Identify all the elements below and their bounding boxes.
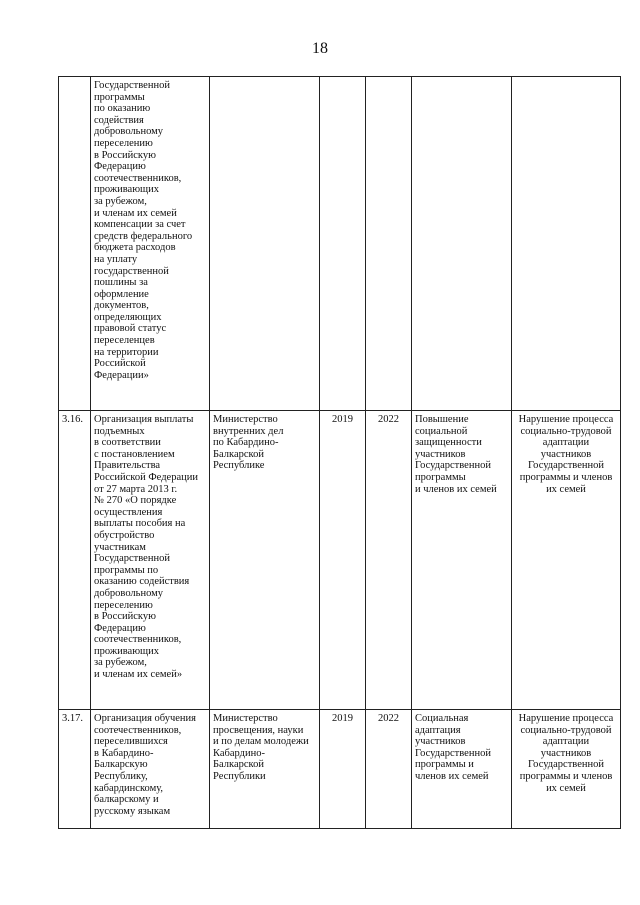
cell-line: социально-трудовой	[520, 724, 612, 736]
cell-line: по Кабардино-	[213, 437, 279, 449]
executor-cell	[210, 710, 320, 829]
cell-line: Государственной	[415, 747, 491, 759]
cell-line: в Российскую	[94, 611, 156, 623]
end-year-cell: 2022	[366, 710, 412, 829]
cell-line: проживающих	[94, 184, 160, 196]
cell-line: средств федерального	[94, 230, 193, 242]
cell-line: определяющих	[94, 311, 162, 323]
cell-line: переселению	[94, 599, 153, 611]
cell-line: соотечественников,	[94, 634, 182, 646]
cell-line: Государственной	[94, 80, 170, 91]
start-year-cell	[320, 77, 366, 411]
cell-line: выплаты пособия на	[94, 518, 186, 530]
cell-line: социально-трудовой	[520, 425, 612, 437]
cell-line: Государственной	[528, 759, 604, 771]
cell-line: Государственной	[94, 553, 170, 565]
cell-line: Государственной	[415, 460, 491, 472]
cell-line: переселению	[94, 137, 153, 149]
cell-line: Нарушение процесса	[518, 414, 614, 425]
item-number-cell: 3.16.	[59, 411, 91, 710]
cell-line: участников	[540, 448, 592, 460]
cell-line: программы	[94, 91, 145, 103]
cell-line: Повышение	[415, 414, 469, 425]
executor-cell	[210, 411, 320, 710]
cell-line: компенсации за счет	[94, 219, 186, 231]
cell-line: Федерацию	[94, 161, 146, 173]
table-row	[59, 411, 621, 710]
cell-line: Балкарской	[213, 759, 264, 771]
cell-line: переселенцев	[94, 335, 155, 347]
executor-cell	[210, 77, 320, 411]
table-row	[59, 77, 621, 411]
cell-line: за рубежом,	[94, 195, 147, 207]
consequences-cell	[512, 710, 621, 829]
cell-line: Российской	[94, 358, 146, 370]
cell-line: в Российскую	[94, 149, 156, 161]
cell-line: добровольному	[94, 587, 164, 599]
table-row	[59, 710, 621, 829]
cell-line: балкарскому и	[94, 794, 159, 806]
consequences-cell	[512, 77, 621, 411]
cell-line: Нарушение процесса	[518, 713, 614, 724]
item-number-cell	[59, 77, 91, 411]
cell-line: подъемных	[94, 425, 145, 437]
expected-result-cell	[412, 77, 512, 411]
cell-line: адаптация	[415, 724, 461, 736]
cell-line: Федерации»	[94, 369, 149, 381]
cell-line: участников	[415, 736, 466, 748]
cell-line: бюджета расходов	[94, 242, 176, 254]
cell-line: программы по	[94, 564, 159, 576]
measure-name-cell	[91, 710, 210, 829]
cell-line: Федерацию	[94, 622, 146, 634]
cell-line: программы и членов	[519, 471, 613, 483]
cell-line: социальной	[415, 425, 468, 437]
cell-line: пошлины за	[94, 277, 148, 289]
cell-line: Российской Федерации	[94, 471, 198, 483]
cell-line: кабардинскому,	[94, 782, 164, 794]
cell-line: на территории	[94, 346, 159, 358]
cell-line: соотечественников,	[94, 724, 182, 736]
measure-name-cell	[91, 77, 210, 411]
cell-line: Организация обучения	[94, 713, 196, 724]
expected-result-cell	[412, 411, 512, 710]
cell-line: содействия	[94, 114, 144, 126]
cell-line: оформление	[94, 288, 149, 300]
cell-line: Министерство	[213, 414, 278, 425]
cell-line: адаптации	[542, 437, 590, 449]
consequences-cell	[512, 411, 621, 710]
cell-line: их семей	[546, 483, 586, 495]
cell-line: и по делам молодежи	[213, 736, 309, 748]
cell-line: осуществления	[94, 506, 163, 518]
cell-line: переселившихся	[94, 736, 168, 748]
cell-line: Кабардино-	[213, 747, 265, 759]
cell-line: Республику,	[94, 770, 148, 782]
cell-line: в Кабардино-	[94, 747, 154, 759]
cell-line: адаптации	[542, 736, 590, 748]
start-year-cell: 2019	[320, 710, 366, 829]
cell-line: в соответствии	[94, 437, 161, 449]
cell-line: оказанию содействия	[94, 576, 190, 588]
cell-line: проживающих	[94, 645, 160, 657]
cell-line: программы и	[415, 759, 474, 771]
cell-line: обустройство	[94, 529, 155, 541]
cell-line: участникам	[94, 541, 146, 553]
cell-line: соотечественников,	[94, 172, 182, 184]
cell-line: участников	[415, 448, 466, 460]
cell-line: членов их семей	[415, 770, 489, 782]
item-number-cell: 3.17.	[59, 710, 91, 829]
cell-line: Балкарскую	[94, 759, 148, 771]
page-number: 18	[312, 40, 328, 57]
cell-line: русскому языкам	[94, 805, 171, 817]
expected-result-cell	[412, 710, 512, 829]
cell-line: Государственной	[528, 460, 604, 472]
cell-line: и членам их семей»	[94, 669, 183, 681]
cell-line: с постановлением	[94, 448, 175, 460]
cell-line: внутренних дел	[213, 425, 284, 437]
cell-line: правовой статус	[94, 323, 167, 335]
cell-line: участников	[540, 747, 592, 759]
cell-line: Балкарской	[213, 448, 264, 460]
cell-line: Правительства	[94, 460, 161, 472]
end-year-cell: 2022	[366, 411, 412, 710]
cell-line: добровольному	[94, 126, 164, 138]
measures-table	[58, 76, 621, 829]
cell-line: по оказанию	[94, 103, 151, 115]
cell-line: программы и членов	[519, 770, 613, 782]
end-year-cell	[366, 77, 412, 411]
cell-line: защищенности	[415, 437, 482, 449]
cell-line: документов,	[94, 300, 149, 312]
cell-line: Республики	[213, 770, 266, 782]
cell-line: государственной	[94, 265, 169, 277]
cell-line: от 27 марта 2013 г.	[94, 483, 178, 495]
cell-line: Организация выплаты	[94, 414, 194, 425]
cell-line: их семей	[546, 782, 586, 794]
cell-line: Социальная	[415, 713, 469, 724]
cell-line: № 270 «О порядке	[94, 495, 177, 507]
cell-line: просвещения, науки	[213, 724, 304, 736]
measure-name-cell	[91, 411, 210, 710]
cell-line: и членам их семей	[94, 207, 177, 219]
cell-line: Республике	[213, 460, 265, 472]
cell-line: на уплату	[94, 253, 138, 265]
cell-line: Министерство	[213, 713, 278, 724]
cell-line: за рубежом,	[94, 657, 147, 669]
start-year-cell: 2019	[320, 411, 366, 710]
cell-line: и членов их семей	[415, 483, 497, 495]
cell-line: программы	[415, 471, 466, 483]
